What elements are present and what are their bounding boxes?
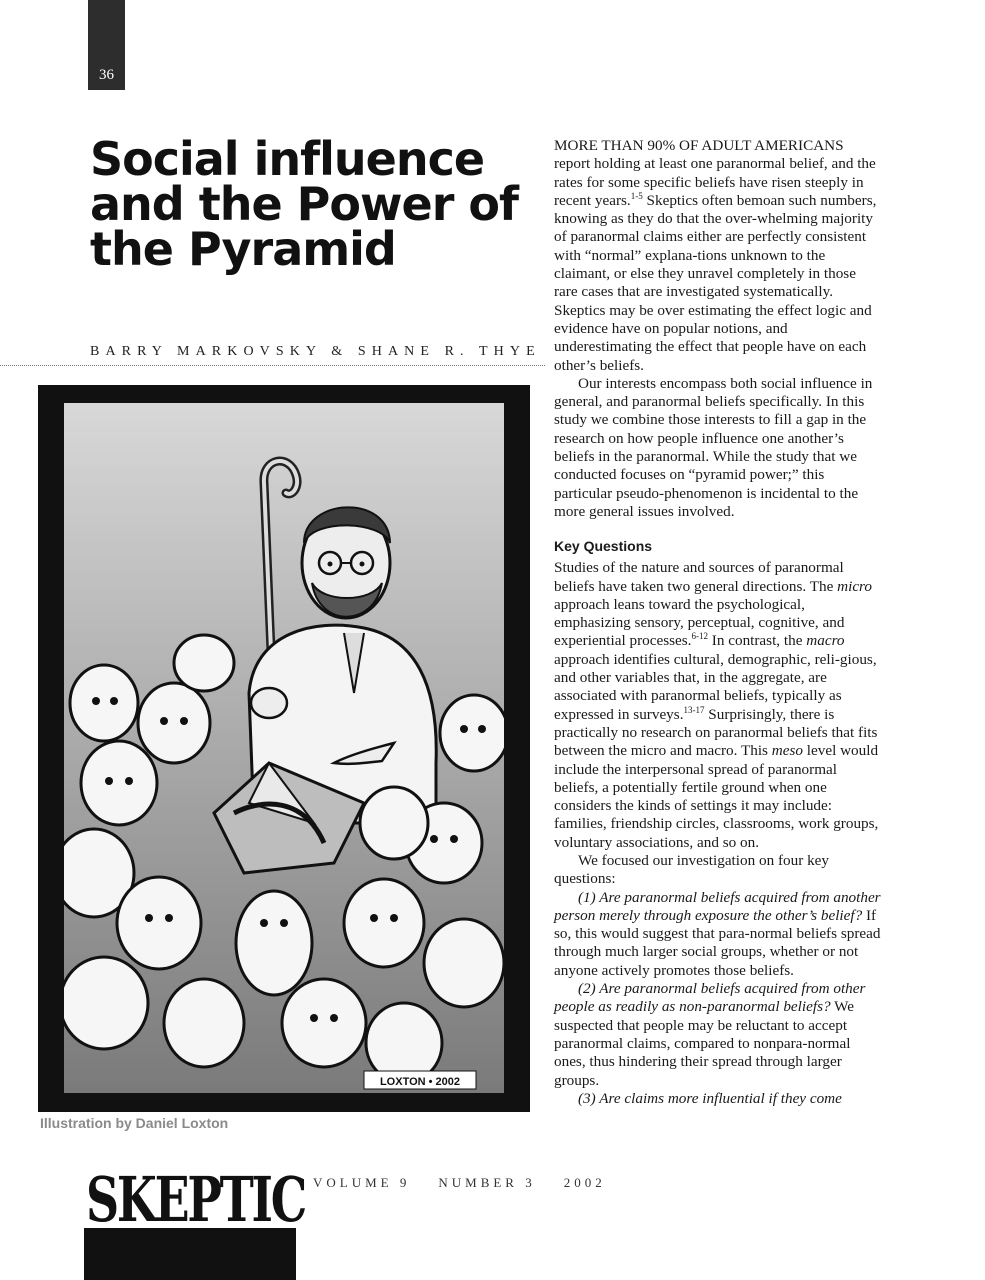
year: 2002 <box>563 1175 606 1190</box>
lead-in: MORE THAN 90% OF ADULT AMERICANS <box>554 137 844 154</box>
citation: 1-5 <box>630 190 643 201</box>
illustration-credit: Illustration by Daniel Loxton <box>40 1115 229 1131</box>
question-1: (1) Are paranormal beliefs acquired from another person merely through exposure the other’s belief? If so, this would suggest that para-normal beliefs spread through much larger social groups, whether or not anyone actively promotes those beliefs. <box>554 888 881 979</box>
illustration-frame <box>38 385 530 1112</box>
cartoon-illustration <box>64 403 504 1093</box>
article-authors: BARRY MARKOVSKY & SHANE R. THYE <box>90 344 541 359</box>
volume: VOLUME 9 <box>313 1175 411 1190</box>
issue-info <box>313 1175 634 1191</box>
dotted-divider <box>0 365 545 366</box>
paragraph-4: We focused our investigation on four key questions: <box>554 851 829 888</box>
illustration-signature: LOXTON • 2002 <box>379 1076 461 1088</box>
paragraph-1: MORE THAN 90% OF ADULT AMERICANS report holding at least one paranormal belief, and the rates for some specific beliefs have risen steeply in recent years.$^{1-5}$ Skeptics often bemoan such numbers, knowing as they do that the over-whelming majority of paranormal claims either are perfectly consistent with “normal” explana-tions unknown to the claimant, or else they unravel completely in those rare cases that are investigated systematically. Skeptics may be over estimating the effect logic and evidence have on popular notions, and underestimating the effect that people have on each other’s beliefs. <box>554 137 877 374</box>
issue-number: NUMBER 3 <box>438 1175 536 1190</box>
paragraph-3: Studies of the nature and sources of paranormal beliefs have taken two general directions. The micro approach leans toward the psychological, emphasizing sensory, perceptual, cognitive, and experiential processes.$^{6-12}$ In contrast, the macro approach identifies cultural, demographic, reli-gious, and other variables that, in the aggregate, are associated with paranormal beliefs, typically as expressed in surveys.$^{13-17}$ Surprisingly, there is practically no research on paranormal beliefs that fits between the micro and macro. This meso level would include the interpersonal spread of paranormal beliefs, a potentially fertile ground when one considers the kinds of settings it may include: families, friendship circles, classrooms, work groups, voluntary associations, and so on. <box>554 559 879 851</box>
question-2: (2) Are paranormal beliefs acquired from other people as readily as non-paranormal beliefs? We suspected that people may be reluctant to accept paranormal claims, compared to nonpara-normal ones, thus hindering their spread through larger groups. <box>554 980 866 1089</box>
page-number-tab <box>88 0 125 90</box>
citation: 6-12 <box>691 631 708 642</box>
paragraph-2: Our interests encompass both social influence in general, and paranormal beliefs specifically. In this study we combine those interests to fill a gap in the research on how people influence one another’s beliefs in the paranormal. While the study that we conducted focuses on “pyramid power;” this particular pseudo-phenomenon is incidental to the more general issues involved. <box>554 374 873 520</box>
article-title: Social influence and the Power of the Pyramid <box>90 132 519 276</box>
citation: 13-17 <box>683 704 705 715</box>
question-3: (3) Are claims more influential if they come <box>578 1089 842 1107</box>
article-body <box>554 137 882 1108</box>
page-number: 36 <box>99 67 114 83</box>
section-heading: Key Questions <box>554 538 653 555</box>
skeptic-logo: SKEPTIC <box>86 1163 306 1236</box>
